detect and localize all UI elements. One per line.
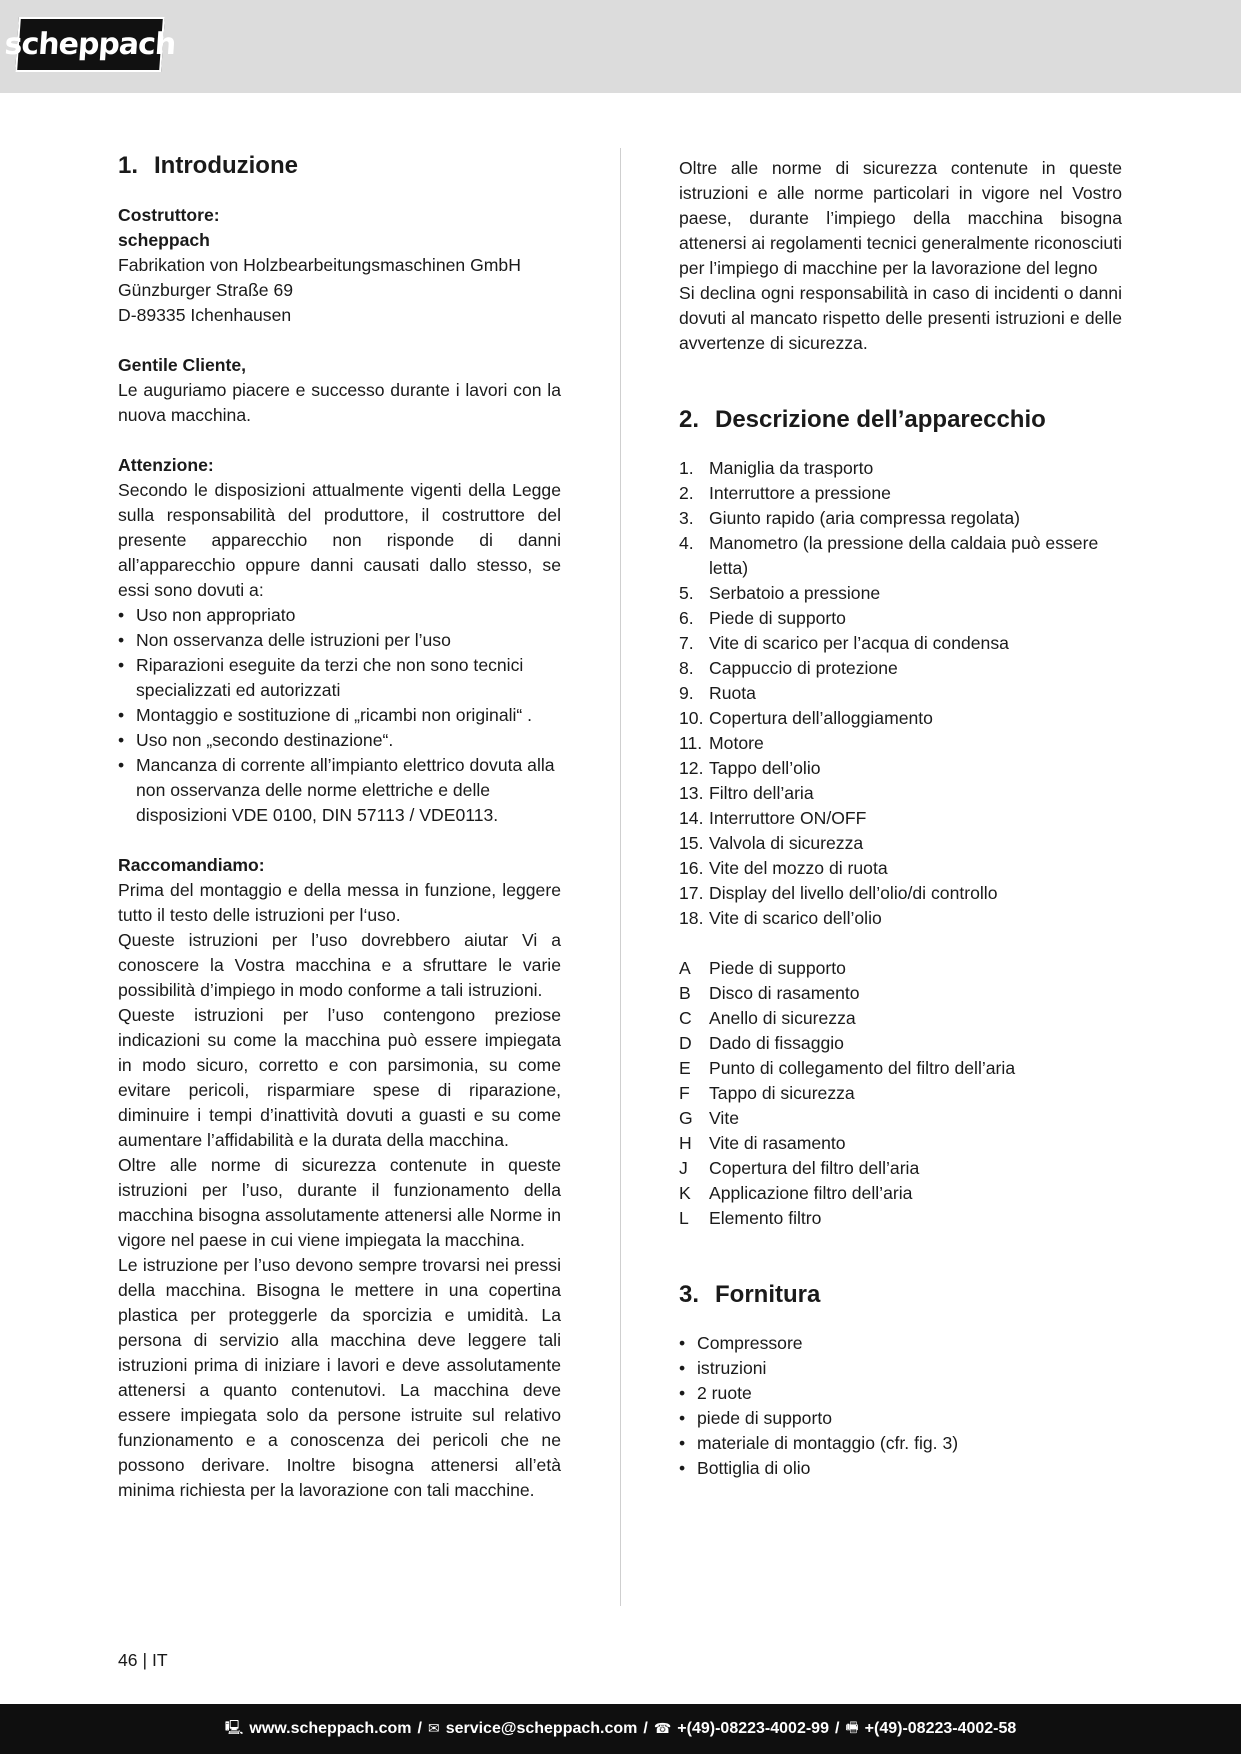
list-item <box>679 1006 1122 1031</box>
item-number: 9. <box>679 683 694 703</box>
list-item <box>679 606 1122 631</box>
item-text: Maniglia da trasporto <box>709 458 874 478</box>
item-number: 14. <box>679 808 704 828</box>
item-text: Tappo di sicurezza <box>709 1083 855 1103</box>
paragraph: Le istruzione per l’uso devono sempre trovarsi nei pressi della macchina. Bisogna le mettere in una copertina plastica per proteggerle da sporcizia e umidità. La persona di servizio alla macchina deve leggere tali istruzioni prima di iniziare i lavori e deve assolutamente attenersi a quanto contenutovi. La macchina deve essere impiegata solo da persone istruite sul relativo funzionamento e a conoscenza dei pericoli che ne possono derivare. Inoltre bisogna attenersi all’età minima richiesta per la lavorazione con tali macchine. <box>118 1255 561 1500</box>
supply-list <box>679 1331 1122 1481</box>
list-item: • Bottiglia di olio <box>679 1456 1122 1481</box>
item-text: Display del livello dell’olio/di controllo <box>709 883 998 903</box>
manufacturer-label: Costruttore: <box>118 205 220 225</box>
column-divider <box>620 148 621 1606</box>
item-text: Vite del mozzo di ruota <box>709 858 888 878</box>
address-line: D-89335 Ichenhausen <box>118 305 292 325</box>
list-item: • Mancanza di corrente all’impianto elettrico dovuta alla non osservanza delle norme elettriche e delle disposizioni VDE 0100, DIN 57113 / VDE0113. <box>118 753 561 828</box>
item-text: Tappo dell’olio <box>709 758 821 778</box>
item-number: K <box>679 1183 691 1203</box>
item-number: J <box>679 1158 688 1178</box>
list-item <box>679 1156 1122 1181</box>
right-column <box>679 156 1122 1481</box>
list-item <box>679 456 1122 481</box>
paragraph: Queste istruzioni per l’uso contengono preziose indicazioni su come la macchina può essere impiegata in modo sicuro, corretto e con parsimonia, su come evitare pericoli, risparmiare spese di riparazione, diminuire i tempi d’inattività dovuti a guasti e su come aumentare l’affidabilità e la durata della macchina. <box>118 1005 561 1150</box>
item-number: 17. <box>679 883 704 903</box>
list-item <box>679 981 1122 1006</box>
item-number: F <box>679 1083 690 1103</box>
item-text: Copertura del filtro dell’aria <box>709 1158 920 1178</box>
list-item <box>679 506 1122 531</box>
item-number: 4. <box>679 533 694 553</box>
item-number: 8. <box>679 658 694 678</box>
left-column <box>118 150 561 1503</box>
email-icon: ✉ <box>427 1721 440 1737</box>
list-item: • Compressore <box>679 1331 1122 1356</box>
item-text: Motore <box>709 733 764 753</box>
item-number: 15. <box>679 833 704 853</box>
item-text: Vite di scarico dell’olio <box>709 908 882 928</box>
item-number: 16. <box>679 858 704 878</box>
list-item <box>679 881 1122 906</box>
list-item: • istruzioni <box>679 1356 1122 1381</box>
list-item <box>679 581 1122 606</box>
list-item <box>679 831 1122 856</box>
item-text: Serbatoio a pressione <box>709 583 881 603</box>
item-number: 13. <box>679 783 704 803</box>
list-item <box>679 1081 1122 1106</box>
item-number: B <box>679 983 691 1003</box>
list-item: • Montaggio e sostituzione di „ricambi non originali“ . <box>118 703 561 728</box>
item-number: H <box>679 1133 692 1153</box>
list-item <box>679 631 1122 656</box>
list-item <box>679 656 1122 681</box>
list-item <box>679 956 1122 981</box>
item-number: 3. <box>679 508 694 528</box>
fax-icon: 🖷 <box>845 1720 859 1736</box>
letter-parts-list <box>679 956 1122 1231</box>
list-item <box>679 1031 1122 1056</box>
item-number: 12. <box>679 758 704 778</box>
item-number: L <box>679 1208 689 1228</box>
footer-bar: 🖳 www.scheppach.com / ✉ service@scheppach.com / ☎ +(49)-08223-4002-99 / 🖷 +(49)-08223-4002-58 <box>0 1704 1241 1754</box>
item-text: Applicazione filtro dell’aria <box>709 1183 913 1203</box>
item-text: Dado di fissaggio <box>709 1033 844 1053</box>
item-text: Interruttore ON/OFF <box>709 808 867 828</box>
item-text: Ruota <box>709 683 756 703</box>
item-number: C <box>679 1008 692 1028</box>
list-item <box>679 856 1122 881</box>
item-number: D <box>679 1033 692 1053</box>
item-number: 10. <box>679 708 704 728</box>
address-line: Günzburger Straße 69 <box>118 280 294 300</box>
computer-icon: 🖳 <box>224 1720 244 1736</box>
paragraph: Si declina ogni responsabilità in caso di incidenti o danni dovuti al mancato rispetto delle presenti istruzioni e delle avvertenze di sicurezza. <box>679 283 1122 353</box>
item-number: 2. <box>679 483 694 503</box>
parts-list <box>679 456 1122 931</box>
list-item <box>679 1056 1122 1081</box>
paragraph: Oltre alle norme di sicurezza contenute in queste istruzioni e alle norme particolari in vigore nel Vostro paese, durante l’impiego della macchina bisogna attenersi ai regolamenti tecnici generalmente riconosciuti per l’impiego di macchine per la lavorazione del legno <box>679 158 1123 278</box>
greeting-label: Gentile Cliente, <box>118 355 247 375</box>
paragraph: Prima del montaggio e della messa in funzione, leggere tutto il testo delle istruzioni per l‘uso. <box>118 880 561 925</box>
website-link[interactable]: www.scheppach.com <box>249 1720 412 1737</box>
item-text: Disco di rasamento <box>709 983 860 1003</box>
item-text: Manometro (la pressione della caldaia può essere letta) <box>709 533 1099 578</box>
email-link[interactable]: service@scheppach.com <box>445 1720 638 1737</box>
paragraph: Queste istruzioni per l’uso dovrebbero aiutar Vi a conoscere la Vostra macchina e a sfruttare le varie possibilità d’impiego in modo conforme a tali istruzioni. <box>118 930 561 1000</box>
list-item <box>679 781 1122 806</box>
item-text: Punto di collegamento del filtro dell’aria <box>709 1058 1016 1078</box>
list-item <box>679 681 1122 706</box>
list-item <box>679 756 1122 781</box>
item-text: Elemento filtro <box>709 1208 822 1228</box>
list-item <box>679 481 1122 506</box>
item-text: Filtro dell’aria <box>709 783 814 803</box>
phone-icon: ☎ <box>653 1721 672 1737</box>
manufacturer-name: scheppach <box>118 230 210 250</box>
list-item <box>679 706 1122 731</box>
item-number: 7. <box>679 633 694 653</box>
item-number: 1. <box>679 458 694 478</box>
list-item: • Uso non „secondo destinazione“. <box>118 728 561 753</box>
item-text: Interruttore a pressione <box>709 483 891 503</box>
item-number: E <box>679 1058 691 1078</box>
item-text: Vite di scarico per l’acqua di condensa <box>709 633 1009 653</box>
list-item: • Non osservanza delle istruzioni per l’uso <box>118 628 561 653</box>
item-text: Valvola di sicurezza <box>709 833 864 853</box>
item-number: 5. <box>679 583 694 603</box>
list-item <box>679 1106 1122 1131</box>
item-text: Cappuccio di protezione <box>709 658 898 678</box>
item-number: 18. <box>679 908 704 928</box>
item-text: Anello di sicurezza <box>709 1008 856 1028</box>
list-item <box>679 1131 1122 1156</box>
list-item <box>679 1181 1122 1206</box>
header-bar <box>0 0 1241 93</box>
scheppach-logo: scheppach <box>15 17 165 72</box>
address-line: Fabrikation von Holzbearbeitungsmaschinen GmbH <box>118 255 521 275</box>
item-text: Giunto rapido (aria compressa regolata) <box>709 508 1020 528</box>
list-item <box>679 1206 1122 1231</box>
item-number: A <box>679 958 691 978</box>
list-item <box>679 806 1122 831</box>
list-item: • piede di supporto <box>679 1406 1122 1431</box>
attention-label: Attenzione: <box>118 455 214 475</box>
attention-text: Secondo le disposizioni attualmente vigenti della Legge sulla responsabilità del produttore, il costruttore del presente apparecchio non risponde di danni all’apparecchio oppure danni causati dallo stesso, se essi sono dovuti a: <box>118 480 561 600</box>
section-1-heading: 1. Introduzione <box>118 152 298 179</box>
item-text: Copertura dell’alloggiamento <box>709 708 933 728</box>
list-item <box>679 531 1122 581</box>
attention-list <box>118 603 561 828</box>
list-item: • Riparazioni eseguite da terzi che non sono tecnici specializzati ed autorizzati <box>118 653 561 703</box>
recommend-label: Raccomandiamo: <box>118 855 265 875</box>
page-number: 46 | IT <box>118 1650 168 1670</box>
item-text: Vite <box>709 1108 739 1128</box>
item-number: G <box>679 1108 693 1128</box>
list-item <box>679 731 1122 756</box>
paragraph: Oltre alle norme di sicurezza contenute in queste istruzioni per l’uso, durante il funzionamento della macchina bisogna assolutamente attenersi alle Norme in vigore nel paese in cui viene impiegata la macchina. <box>118 1155 561 1250</box>
phone-number: +(49)-08223-4002-99 <box>677 1720 829 1737</box>
list-item: • 2 ruote <box>679 1381 1122 1406</box>
greeting-text: Le auguriamo piacere e successo durante i lavori con la nuova macchina. <box>118 380 561 425</box>
section-2-heading: 2. Descrizione dell’apparecchio <box>679 406 1046 433</box>
item-number: 6. <box>679 608 694 628</box>
item-text: Piede di supporto <box>709 958 846 978</box>
section-3-heading: 3. Fornitura <box>679 1281 821 1308</box>
fax-number: +(49)-08223-4002-58 <box>864 1720 1017 1737</box>
item-number: 11. <box>679 733 703 753</box>
list-item: • materiale di montaggio (cfr. fig. 3) <box>679 1431 1122 1456</box>
list-item: • Uso non appropriato <box>118 603 561 628</box>
item-text: Piede di supporto <box>709 608 846 628</box>
item-text: Vite di rasamento <box>709 1133 846 1153</box>
list-item <box>679 906 1122 931</box>
